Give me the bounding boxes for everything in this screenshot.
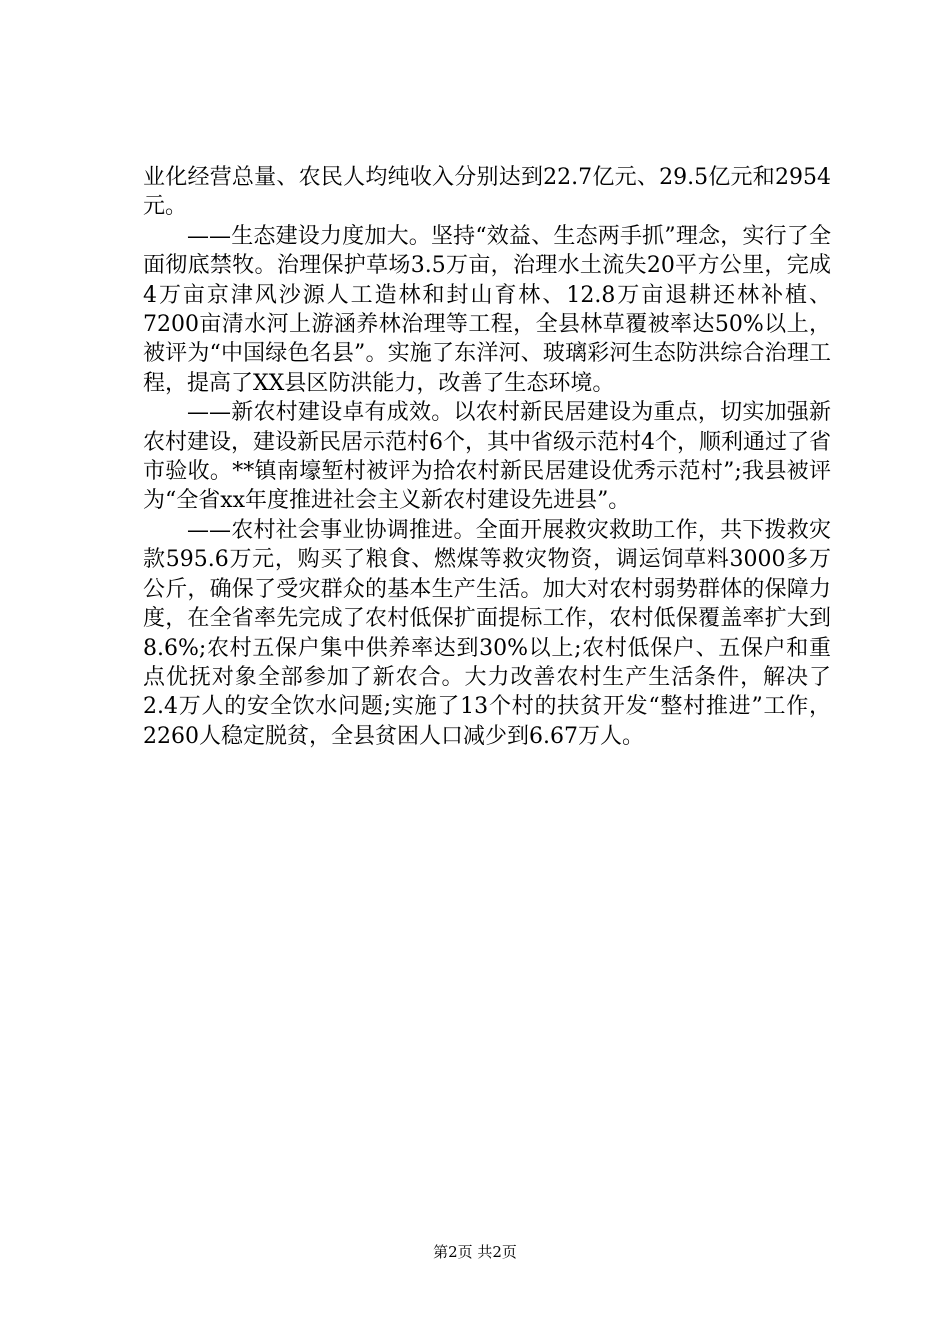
- paragraph-new-rural-construction: ——新农村建设卓有成效。以农村新民居建设为重点，切实加强新农村建设，建设新民居示范村6个，其中省级示范村4个，顺利通过了省市验收。**镇南壕堑村被评为拾农村新民居建设优秀示范村”;我县被评为“全省xx年度推进社会主义新农村建设先进县”。: [143, 400, 831, 514]
- document-body: [143, 163, 831, 751]
- paragraph-ecological-construction: ——生态建设力度加大。坚持“效益、生态两手抓”理念，实行了全面彻底禁牧。治理保护草场3.5万亩，治理水土流失20平方公里，完成4万亩京津风沙源人工造林和封山育林、12.8万亩退耕还林补植、7200亩清水河上游涵养林治理等工程，全县林草覆被率达50%以上，被评为“中国绿色名县”。实施了东洋河、玻璃彩河生态防洪综合治理工程，提高了XX县区防洪能力，改善了生态环境。: [143, 223, 831, 396]
- paragraph-continuation: 业化经营总量、农民人均纯收入分别达到22.7亿元、29.5亿元和2954元。: [143, 165, 831, 220]
- page-number-footer: 第2页 共2页: [433, 1243, 517, 1261]
- paragraph-rural-social-affairs: ——农村社会事业协调推进。全面开展救灾救助工作，共下拨救灾款595.6万元，购买了粮食、燃煤等救灾物资，调运饲草料3000多万公斤，确保了受灾群众的基本生产生活。加大对农村弱势群体的保障力度，在全省率先完成了农村低保扩面提标工作，农村低保覆盖率扩大到8.6%;农村五保户集中供养率达到30%以上;农村低保户、五保户和重点优抚对象全部参加了新农合。大力改善农村生产生活条件，解决了2.4万人的安全饮水问题;实施了13个村的扶贫开发“整村推进”工作，2260人稳定脱贫，全县贫困人口减少到6.67万人。: [143, 517, 831, 749]
